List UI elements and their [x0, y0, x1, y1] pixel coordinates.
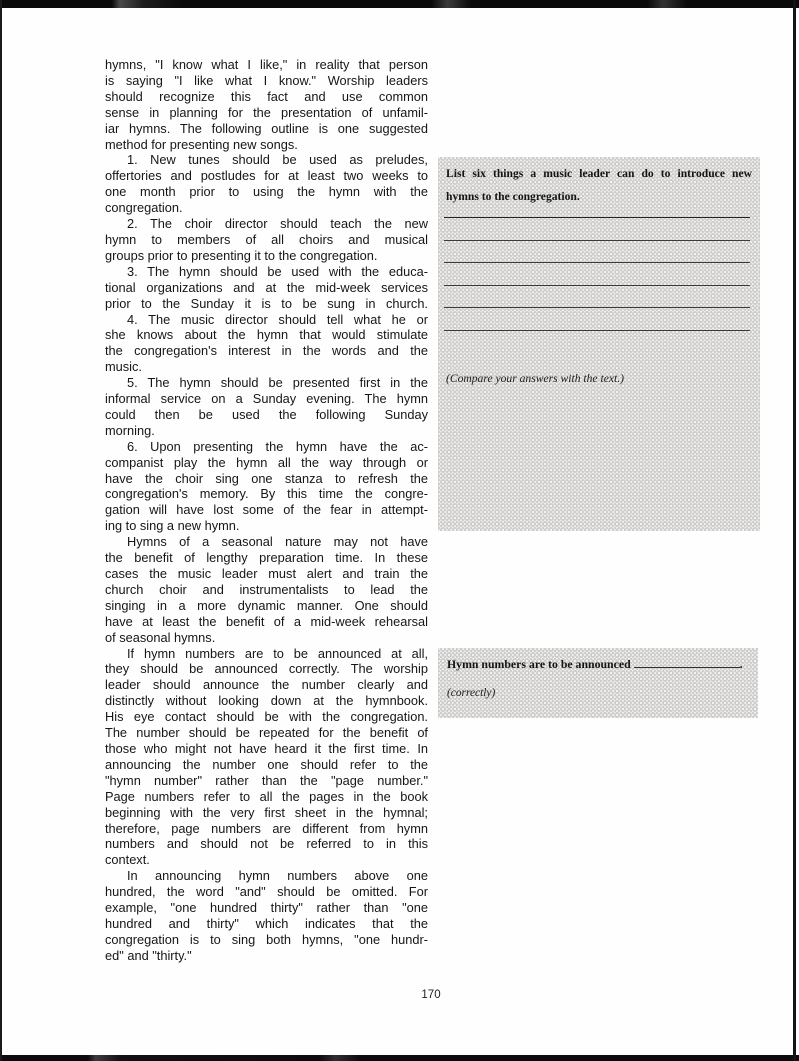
prompt-text: Hymn numbers are to be announced — [447, 657, 631, 671]
text-line: "hymn number" rather than the "page number." — [105, 772, 428, 788]
text-line: announcing the number one should refer to the — [105, 756, 428, 772]
text-line: numbers and should not be referred to in this — [105, 836, 428, 852]
text-line: congregation. — [105, 200, 183, 216]
text-line: could then be used the following Sunday — [105, 406, 428, 422]
text-line: iar hymns. The following outline is one suggested — [105, 120, 428, 136]
answer-blank-line — [444, 218, 750, 241]
text-line: 2. The choir director should teach the new — [127, 216, 428, 232]
answer-blank-line — [444, 263, 750, 286]
page-number: 170 — [421, 989, 441, 1001]
text-line: congregation is to sing both hymns, "one hundr- — [105, 931, 428, 947]
text-line: therefore, page numbers are different from hymn — [105, 820, 428, 836]
text-line: cases the music leader must alert and train the — [105, 566, 428, 581]
prompt-suffix: . — [739, 657, 743, 671]
text-line: the congregation's interest in the words and the — [105, 343, 428, 359]
scan-artifact-bottom-edge — [0, 1055, 799, 1061]
text-line: 4. The music director should tell what he or — [127, 311, 428, 327]
text-line: have at least the benefit of a mid-week rehearsal — [105, 613, 428, 629]
text-line: 6. Upon presenting the hymn have the ac- — [127, 438, 428, 454]
exercise-box-hymn-numbers — [438, 648, 758, 718]
text-line: is saying "I like what I know." Worship leaders — [105, 72, 428, 88]
text-line: sense in planning for the presentation of unfamil- — [105, 104, 428, 120]
text-line: hundred, the word "and" should be omitted. For — [105, 884, 428, 900]
text-line: His eye contact should be with the congregation. — [105, 709, 428, 725]
text-line: offertories and postludes for at least two weeks to — [105, 168, 428, 184]
text-line: hymn to members of all choirs and musical — [105, 231, 428, 247]
text-line: ed" and "thirty." — [105, 947, 192, 963]
text-line: church choir and instrumentalists to lead the — [105, 581, 428, 597]
answer-blank-line — [444, 241, 750, 264]
text-line: groups prior to presenting it to the congregation. — [105, 247, 378, 263]
text-line: distinctly without looking down at the hymnbook. — [105, 693, 428, 709]
exercise-prompt-line: hymns to the congregation. — [446, 190, 580, 203]
exercise-prompt-line: List six things a music leader can do to introduce new — [446, 167, 752, 180]
text-line: In announcing hymn numbers above one — [127, 868, 428, 884]
text-line: context. — [105, 852, 150, 868]
text-line: informal service on a Sunday evening. The hymn — [105, 391, 428, 407]
exercise-prompt — [446, 162, 752, 208]
text-line: should recognize this fact and use common — [105, 88, 428, 104]
text-line: congregation's memory. By this time the congre- — [105, 486, 428, 502]
text-line: they should be announced correctly. The worship — [105, 661, 428, 677]
text-line: music. — [105, 359, 142, 375]
answer-blank-line — [444, 308, 750, 331]
text-line: The number should be repeated for the benefit of — [105, 725, 428, 741]
answer-blank-line — [444, 208, 750, 218]
body-text-column — [105, 57, 428, 964]
text-line: hymns, "I know what I like," in reality that person — [105, 57, 428, 72]
text-line: 5. The hymn should be presented first in the — [127, 375, 428, 391]
text-line: Hymns of a seasonal nature may not have — [127, 534, 428, 550]
text-line: have the choir sing one stanza to refresh the — [105, 470, 428, 486]
text-line: tional organizations and at the mid-week services — [105, 279, 428, 295]
scan-artifact-top-edge — [0, 0, 799, 8]
text-line: morning. — [105, 422, 155, 438]
text-line: she knows about the hymn that would stimulate — [105, 327, 428, 343]
text-line: the benefit of lengthy preparation time. In these — [105, 550, 428, 566]
answer-blank-line — [444, 286, 750, 309]
text-line: prior to the Sunday it is to be sung in church. — [105, 295, 428, 311]
text-line: example, "one hundred thirty" rather than "one — [105, 900, 428, 916]
compare-answers-note: (Compare your answers with the text.) — [446, 371, 624, 385]
text-line: leader should announce the number clearly and — [105, 677, 428, 693]
scan-artifact-left-edge — [0, 0, 2, 1061]
answer-blanks-group — [444, 208, 750, 331]
text-line: gation will have lost some of the fear in attempt- — [105, 502, 428, 518]
scan-artifact-right-edge — [793, 0, 796, 1061]
answer-hint: (correctly) — [447, 687, 496, 699]
text-line: beginning with the very first sheet in the hymnal; — [105, 804, 428, 820]
text-line: those who might not have heard it the first time. In — [105, 740, 428, 756]
text-line: of seasonal hymns. — [105, 629, 216, 645]
text-line: If hymn numbers are to be announced at all, — [127, 645, 428, 661]
text-line: Page numbers refer to all the pages in the book — [105, 788, 428, 804]
text-line: method for presenting new songs. — [105, 136, 298, 152]
exercise-prompt — [447, 657, 749, 672]
text-line: one month prior to using the hymn with the — [105, 184, 428, 200]
text-line: singing in a more dynamic manner. One should — [105, 597, 428, 613]
text-line: 3. The hymn should be used with the educa- — [127, 263, 428, 279]
text-line: hundred and thirty" which indicates that the — [105, 915, 428, 931]
answer-blank-line — [634, 657, 740, 668]
exercise-box-list-six — [438, 157, 760, 531]
text-line: 1. New tunes should be used as preludes, — [127, 152, 428, 168]
text-line: ing to sing a new hymn. — [105, 518, 240, 534]
text-line: companist play the hymn all the way through or — [105, 454, 428, 470]
